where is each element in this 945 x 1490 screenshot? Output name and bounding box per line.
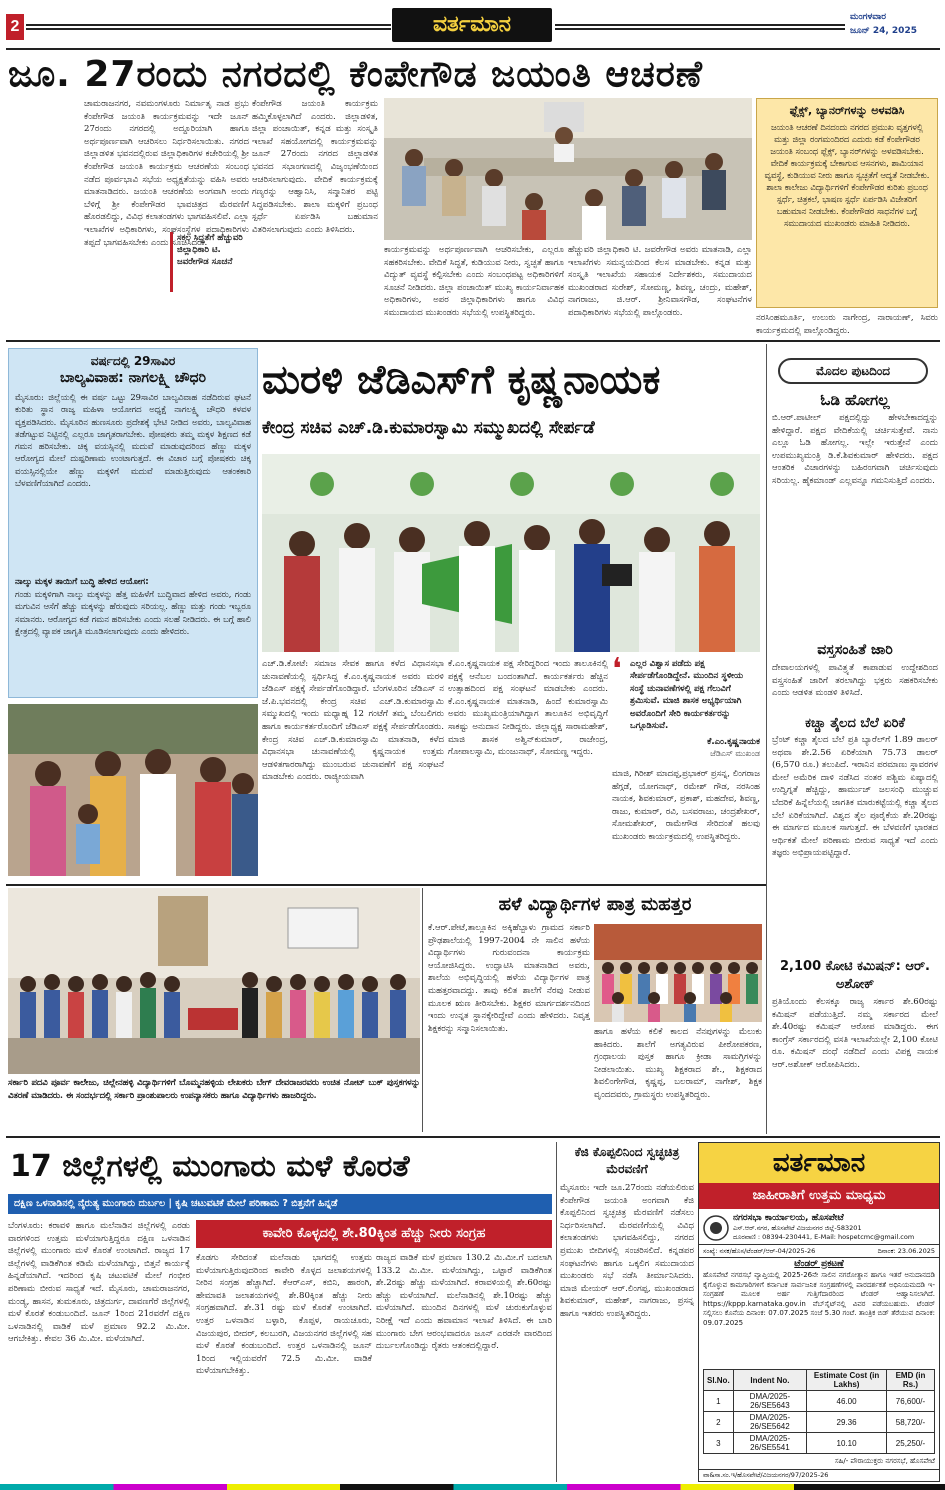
odi-hogalla-text: ಬಿ.ಆರ್.ಪಾಟೀಲ್ ಪಕ್ಷದಲ್ಲಿದ್ದು ಹೇಳಬೇಕಾದದ್ದನ್ನು ಹೇಳಿದ್ದಾರೆ. ಪಕ್ಷದ ವೇದಿಕೆಯಲ್ಲಿ ಚರ್ಚಿಸುತ್ತೇವೆ. ನಾನು ಎಲ್ಲೂ ಓಡಿ ಹೋಗಲ್ಲ. ಇಲ್ಲೇ ಇರುತ್ತೇನೆ ಎಂದು ಉಪಮುಖ್ಯಮಂತ್ರಿ ಡಿ.ಕೆ.ಶಿವಕುಮಾರ್ ಹೇಳಿದರು. ಪಕ್ಷದ ಆಂತರಿಕ ವಿಚಾರಗಳನ್ನು ಬಹಿರಂಗವಾಗಿ ಚರ್ಚಿಸುವುದು ಸರಿಯಲ್ಲ. ಹೈಕಮಾಂಡ್ ಎಲ್ಲವನ್ನೂ ಗಮನಿಸುತ್ತಿದೆ ಎಂದರು. <box>772 413 938 486</box>
table-cell: 46.00 <box>807 1391 887 1412</box>
table-cell: 76,600/- <box>886 1391 934 1412</box>
alumni-col1: ಕೆ.ಆರ್.ಪೇಟೆ,ತಾಲ್ಲೂಕಿನ ಅಕ್ಕಿಹೆಬ್ಬಾಳು ಗ್ರಾಮದ ಸರ್ಕಾರಿ ಪ್ರೌಢಶಾಲೆಯಲ್ಲಿ 1997-2004 ನೇ ಸಾಲಿನ ಹಳೆಯ ವಿದ್ಯಾರ್ಥಿಗಳು ಗುರುವಂದನಾ ಕಾರ್ಯಕ್ರಮ ಆಯೋಜಿಸಿದ್ದರು. ಉದ್ಘಾಟಿಸಿ ಮಾತನಾಡಿದ ಅವರು, ಶಾಲೆಯ ಅಭಿವೃದ್ಧಿಯಲ್ಲಿ ಹಳೆಯ ವಿದ್ಯಾರ್ಥಿಗಳ ಪಾತ್ರ ಮಹತ್ತರವಾದದ್ದು. ತಾವು ಕಲಿತ ಶಾಲೆಗೆ ನೆರವು ನೀಡುವ ಮೂಲಕ ಋಣ ತೀರಿಸಬೇಕು. ಶಿಕ್ಷಕರ ಮಾರ್ಗದರ್ಶನದಿಂದ ಇಂದು ಉನ್ನತ ಸ್ಥಾನಕ್ಕೇರಿದ್ದೇವೆ ಎಂದು ಹೇಳಿದರು. ನಿವೃತ್ತ ಶಿಕ್ಷಕರನ್ನು ಸನ್ಮಾನಿಸಲಾಯಿತು. <box>428 923 590 1034</box>
ad-contact: ದೂರವಾಣಿ : 08394-230441, E-Mail: hospetcmc@gmail.com <box>733 1233 915 1241</box>
ad-signoff: ಸಹಿ/- ಪೌರಾಯುಕ್ತರು ನಗರಸಭೆ, ಹೊಸಪೇಟೆ <box>834 1457 935 1465</box>
table-cell: 3 <box>704 1433 734 1454</box>
ad-ref-date: ದಿನಾಂಕ: 23.06.2025 <box>877 1247 935 1255</box>
commission-text: ಪ್ರತಿಯೊಂದು ಕೆಲಸಕ್ಕೂ ರಾಜ್ಯ ಸರ್ಕಾರ ಶೇ.60ರಷ್ಟು ಕಮಿಷನ್ ಪಡೆಯುತ್ತಿದೆ. ನಮ್ಮ ಸರ್ಕಾರದ ಮೇಲೆ ಶೇ.40ರಷ್ಟು ಕಮಿಷನ್ ಆರೋಪ ಮಾಡಿದ್ದರು. ಈಗ ಕಾಂಗ್ರೆಸ್ ಸರ್ಕಾರದಲ್ಲಿ ವಸತಿ ಇಲಾಖೆಯಲ್ಲೇ 2,100 ಕೋಟಿ ರೂ. ಕಮಿಷನ್ ದಂಧೆ ನಡೆದಿದೆ ಎಂದು ವಿಪಕ್ಷ ನಾಯಕ ಆರ್.ಅಶೋಕ್ ಆರೋಪಿಸಿದರು. <box>772 997 938 1070</box>
notebook-distribution-photo <box>8 888 420 1074</box>
tender-table-header <box>704 1370 935 1391</box>
table-cell: 2 <box>704 1412 734 1433</box>
table-cell: 1 <box>704 1391 734 1412</box>
section-rule-3 <box>6 1136 940 1138</box>
jds-col2: ಕೆ.ಎಂ.ಕೃಷ್ಣನಾಯಕ ಪಕ್ಷ ಸೇರಿದ್ದರಿಂದ ಇಂದು ತಾಲೂಕಿನಲ್ಲಿ ಪಕ್ಷಕ್ಕೆ ಆನೆಬಲ ಬಂದಂತಾಗಿದೆ. ಕಾರ್ಯಕರ್ತರು ಹೆಚ್ಚಿನ ಉತ್ಸಾಹದಿಂದ ಪಕ್ಷ ಸಂಘಟನೆ ಮಾಡಬೇಕು ಎಂದರು. ಕೆ.ಎಂ.ಕೃಷ್ಣನಾಯಕ ಮಾತನಾಡಿ, ಹಿಂದೆ ಕುಮಾರಸ್ವಾಮಿ ಅವರು ಮುಖ್ಯಮಂತ್ರಿಯಾಗಿದ್ದಾಗ ತಾಲೂಕಿನ ಅಭಿವೃದ್ಧಿಗೆ ಸಾಕಷ್ಟು ಅನುದಾನ ನೀಡಿದ್ದರು. ಜಿಲ್ಲಾಧ್ಯಕ್ಷ ಸಾರಾಮಹೇಶ್, ಮಾಜಿ ಶಾಸಕ ಅಶ್ವಿನ್‌ಕುಮಾರ್, ರಾಜೇಂದ್ರ, ಗೋಪಾಲಸ್ವಾಮಿ, ಮಂಜುನಾಥ್, ಸೋಮಣ್ಣ ಇದ್ದರು. <box>448 659 608 758</box>
section-rule-1 <box>6 340 940 342</box>
ad-notice-title: ಟೆಂಡರ್ ಪ್ರಕಟಣೆ <box>794 1259 844 1269</box>
table-cell: DMA/2025-26/SE5643 <box>733 1391 806 1412</box>
table-header-cell: Indent No. <box>733 1370 806 1391</box>
ad-notice-text: ಹೊಸಪೇಟೆ ನಗರಸಭೆ ವ್ಯಾಪ್ತಿಯಲ್ಲಿ 2025-26ನೇ ಸಾಲಿನ ನಗರೋತ್ಥಾನ ಹಾಗೂ ಇತರೆ ಅನುದಾನದಡಿ ಕೈಗೊಳ್ಳುವ ಕಾಮಗಾರಿಗಳಿಗೆ ಕರ್ನಾಟಕ ಸಾರ್ವಜನಿಕ ಸಂಗ್ರಹಣೆಗಳಲ್ಲಿ ಪಾರದರ್ಶಕತೆ ಅಧಿನಿಯಮದಡಿ ಇ-ಸಂಗ್ರಹಣೆ ಮೂಲಕ ಅರ್ಹ ಗುತ್ತಿಗೆದಾರರಿಂದ ಟೆಂಡರ್ ಆಹ್ವಾನಿಸಲಾಗಿದೆ. https://kppp.karnataka.gov.in ವೆಬ್‌ಸೈಟ್‌ನಲ್ಲಿ ವಿವರ ಪಡೆಯಬಹುದು. ಟೆಂಡರ್ ಸಲ್ಲಿಸಲು ಕೊನೆಯ ದಿನಾಂಕ: 07.07.2025 ಸಂಜೆ 5.30 ಗಂಟೆ. ತಾಂತ್ರಿಕ ಬಿಡ್ ತೆರೆಯುವ ದಿನಾಂಕ: 09.07.2025 <box>703 1271 935 1327</box>
alumni-headline: ಹಳೆ ವಿದ್ಯಾರ್ಥಿಗಳ ಪಾತ್ರ ಮಹತ್ತರ <box>498 894 692 915</box>
header-date-block <box>850 10 940 38</box>
table-cell: 58,720/- <box>886 1412 934 1433</box>
alumni-col2: ಹಾಗೂ ಹಳೆಯ ಕಲಿಕೆ ಕಾಲದ ನೆನಪುಗಳನ್ನು ಮೆಲುಕು ಹಾಕಿದರು. ಶಾಲೆಗೆ ಅಗತ್ಯವಿರುವ ಪೀಠೋಪಕರಣ, ಗ್ರಂಥಾಲಯ ಪುಸ್ತಕ ಹಾಗೂ ಕ್ರೀಡಾ ಸಾಮಗ್ರಿಗಳನ್ನು ನೀಡಲಾಯಿತು. ಮುಖ್ಯ ಶಿಕ್ಷಕರಾದ ಶೇ., ಶಿಕ್ಷಕರಾದ ಶಿವಲಿಂಗೇಗೌಡ, ಕೃಷ್ಣಪ್ಪ, ಬಲರಾಮ್, ನಾಗೇಶ್, ಶಿಕ್ಷಕ ವೃಂದದವರು, ಗ್ರಾಮಸ್ಥರು ಉಪಸ್ಥಿತರಿದ್ದರು. <box>594 1027 762 1100</box>
table-row <box>704 1412 935 1433</box>
jds-headline: ಮರಳಿ ಜೆಡಿಎಸ್‌ಗೆ ಕೃಷ್ಣನಾಯಕ <box>262 357 661 403</box>
childmarriage-kicker: ವರ್ಷದಲ್ಲಿ 29ಸಾವಿರ <box>90 354 176 368</box>
monsoon-col3: ರಾಜ್ಯದ ವಾಡಿಕೆ ಮಳೆ ಪ್ರಮಾಣ 130.2 ಮಿ.ಮೀ.ಗೆ ಬದಲಾಗಿ 133.2 ಮಿ.ಮೀ. ಮಳೆಯಾಗಿದ್ದು, ಒಟ್ಟಾರೆ ವಾಡಿಕೆಗಿಂತ ಶೇ.2ರಷ್ಟು ಹೆಚ್ಚು ಮಳೆಯಾಗಿದೆ. ಕರಾವಳಿಯಲ್ಲಿ ಶೇ.60ರಷ್ಟು ಹೆಚ್ಚು ಮಳೆಯಾಗಿದೆ. ಮಲೆನಾಡಿನಲ್ಲಿ ಶೇ.10ರಷ್ಟು ಹೆಚ್ಚು ಮಳೆಯಾಗಿದೆ. ಮುಂದಿನ ದಿನಗಳಲ್ಲಿ ಮಳೆ ಚುರುಕುಗೊಳ್ಳುವ ನಿರೀಕ್ಷೆ ಇದೆ ಎಂದು ಹವಾಮಾನ ಇಲಾಖೆ ತಿಳಿಸಿದೆ. ಈ ಬಾರಿ ಮುಂಗಾರು ಬೇಗ ಆರಂಭವಾದರೂ ಜೂನ್ ಎರಡನೇ ವಾರದಿಂದ ದುರ್ಬಲಗೊಂಡಿದ್ದು ರೈತರು ಆತಂಕದಲ್ಲಿದ್ದಾರೆ. <box>376 1253 552 1352</box>
table-cell: 25,250/- <box>886 1433 934 1454</box>
monsoon-col1: ಬೆಂಗಳೂರು: ಕರಾವಳಿ ಹಾಗೂ ಮಲೆನಾಡಿನ ಜಿಲ್ಲೆಗಳಲ್ಲಿ ಎರಡು ವಾರಗಳಿಂದ ಉತ್ತಮ ಮಳೆಯಾಗುತ್ತಿದ್ದರೂ ದಕ್ಷಿಣ ಒಳನಾಡಿನ ಜಿಲ್ಲೆಗಳಲ್ಲಿ ಮುಂಗಾರು ಮಳೆ ಕೊರತೆ ಉಂಟಾಗಿದೆ. ರಾಜ್ಯದ 17 ಜಿಲ್ಲೆಗಳಲ್ಲಿ ವಾಡಿಕೆಗಿಂತ ಕಡಿಮೆ ಮಳೆಯಾಗಿದ್ದು, ಬಿತ್ತನೆ ಕಾರ್ಯಕ್ಕೆ ಹಿನ್ನಡೆಯಾಗಿದೆ. ಇದರಿಂದ ಕೃಷಿ ಚಟುವಟಿಕೆ ಮೇಲೆ ಗಂಭೀರ ಪರಿಣಾಮ ಬೀರುವ ಸಾಧ್ಯತೆ ಇದೆ. ಮೈಸೂರು, ಚಾಮರಾಜನಗರ, ಮಂಡ್ಯ, ಹಾಸನ, ತುಮಕೂರು, ಚಿತ್ರದುರ್ಗ, ದಾವಣಗೆರೆ ಜಿಲ್ಲೆಗಳಲ್ಲಿ ಮಳೆ ಕೊರತೆ ಕಂಡುಬಂದಿದೆ. ಜೂನ್ 1ರಿಂದ 21ರವರೆಗೆ ದಕ್ಷಿಣ ಒಳನಾಡಿನಲ್ಲಿ ವಾಡಿಕೆ ಮಳೆ ಪ್ರಮಾಣ 92.2 ಮಿ.ಮೀ. ಆಗಬೇಕಿತ್ತು. ಕೇವಲ 36 ಮಿ.ಮೀ. ಮಳೆಯಾಗಿದೆ. <box>8 1221 190 1345</box>
flex-banner-sidebar <box>756 98 938 308</box>
tender-table <box>703 1369 935 1454</box>
ad-footer: ವಾ&ಸಾ.ಸಂ.ಇ/ಹೊಸಪೇಟೆ/ವಿಜಯನಗರ/97/2025-26 <box>699 1469 939 1481</box>
kempegowda-col4: ಹೆಚ್ಚುವರಿ ಜಿಲ್ಲಾಧಿಕಾರಿ ಟಿ. ಜವರೇಗೌಡ ಅವರು ಮಾತನಾಡಿ, ಎಲ್ಲಾ ಇಲಾಖೆಗಳು ಸಮನ್ವಯದಿಂದ ಕೆಲಸ ಮಾಡಬೇಕು. ಕನ್ನಡ ಮತ್ತು ಸಂಸ್ಕೃತಿ ಇಲಾಖೆಯ ಸಹಾಯಕ ನಿರ್ದೇಶಕರು, ಸಮುದಾಯದ ಮುಖಂಡರಾದ ಸುರೇಶ್, ಸೋಮಣ್ಣ, ಶಿವಣ್ಣ, ಚಂದ್ರು, ಮಹೇಶ್, ನಾಗರಾಜು, ಜಿ.ಆರ್. ಶ್ರೀನಿವಾಸಗೌಡ, ಸಂಘಟನೆಗಳ ಪದಾಧಿಕಾರಿಗಳು ಸಭೆಯಲ್ಲಿ ಪಾಲ್ಗೊಂಡರು. <box>568 245 752 318</box>
right-column-rule <box>766 344 767 1134</box>
ad-tagline: ಜಾಹೀರಾತಿಗೆ ಉತ್ತಮ ಮಾಧ್ಯಮ <box>699 1183 939 1209</box>
jds-quote-author: ಕೆ.ಎಂ.ಕೃಷ್ಣನಾಯಕ <box>707 737 760 747</box>
kempegowda-col2: ಕೆಂಪೇಗೌಡ ಜಯಂತಿ ಕಾರ್ಯಕ್ರಮ ಹಮ್ಮಿಕೊಳ್ಳಲಾಗಿದೆ ಎಂದರು. ಜಿಲ್ಲಾಡಳಿತ, ಜಿಲ್ಲಾ ಪಂಚಾಯಿತ್, ಕನ್ನಡ ಮತ್ತು ಸಂಸ್ಕೃತಿ ಇಲಾಖೆ ಸಹಯೋಗದಲ್ಲಿ ಕಾರ್ಯಕ್ರಮವನ್ನು ಜೂನ್ 27ರಂದು ನಗರದ ಜಿಲ್ಲಾಡಳಿತ ಭವನದ ಸಭಾಂಗಣದಲ್ಲಿ ವಿಜೃಂಭಣೆಯಿಂದ ಆಚರಿಸಲಾಗುವುದು. ವೇದಿಕೆ ಕಾರ್ಯಕ್ರಮಕ್ಕೆ ಗಣ್ಯರನ್ನು ಆಹ್ವಾನಿಸಿ, ಸನ್ಮಾನಿತರ ಪಟ್ಟಿ ಸಿದ್ಧಪಡಿಸಬೇಕು. ಶಾಲಾ ಮಕ್ಕಳಿಗೆ ಪ್ರಬಂಧ ಸ್ಪರ್ಧೆ ಏರ್ಪಡಿಸಿ ಬಹುಮಾನ ವಿತರಿಸಲಾಗುವುದು ಎಂದು ತಿಳಿಸಿದರು. <box>252 99 378 235</box>
childmarriage-body2: ಗಂಡು ಮಕ್ಕಳಿಗಾಗಿ ನಾಲ್ಕು ಮಕ್ಕಳನ್ನು ಹೆತ್ತ ಮಹಿಳೆಗೆ ಬುದ್ಧಿವಾದ ಹೇಳಿದ ಅವರು, ಗಂಡು ಮಗುವಿನ ಆಸೆಗೆ ಹೆಚ್ಚು ಮಕ್ಕಳನ್ನು ಹೆರುವುದು ಸರಿಯಲ್ಲ. ಹೆಣ್ಣು ಮತ್ತು ಗಂಡು ಇಬ್ಬರೂ ಸಮಾನರು. ಆರೋಗ್ಯದ ಕಡೆ ಗಮನ ಹರಿಸಬೇಕು ಎಂದು ಸಲಹೆ ನೀಡಿದರು. ಈ ಬಗ್ಗೆ ಹಾಲಿ ಕ್ಷೇತ್ರದಲ್ಲಿ ವ್ಯಾಪಕ ಜಾಗೃತಿ ಮೂಡಿಸಲಾಗುವುದು ಎಂದು ಹೇಳಿದರು. <box>15 589 251 636</box>
govt-emblem-icon <box>703 1215 729 1241</box>
alumni-group-photo <box>594 924 762 1022</box>
kempegowda-col3: ಕಾರ್ಯಕ್ರಮವನ್ನು ಅರ್ಥಪೂರ್ಣವಾಗಿ ಆಚರಿಸಬೇಕು, ಎಲ್ಲರೂ ಸಹಕರಿಸಬೇಕು. ವೇದಿಕೆ ಸಿದ್ಧತೆ, ಕುಡಿಯುವ ನೀರು, ಸ್ವಚ್ಛತೆ ಹಾಗೂ ವಿದ್ಯುತ್ ವ್ಯವಸ್ಥೆ ಕಲ್ಪಿಸಬೇಕು ಎಂದು ಸಂಬಂಧಪಟ್ಟ ಅಧಿಕಾರಿಗಳಿಗೆ ಸೂಚನೆ ನೀಡಿದರು. ಜಿಲ್ಲಾ ಪಂಚಾಯಿತ್ ಮುಖ್ಯ ಕಾರ್ಯನಿರ್ವಾಹಕ ಅಧಿಕಾರಿಗಳು, ಅಪರ ಜಿಲ್ಲಾಧಿಕಾರಿಗಳು ಹಾಗೂ ವಿವಿಧ ಸಮುದಾಯದ ಮುಖಂಡರು ಸಭೆಯಲ್ಲಿ ಉಪಸ್ಥಿತರಿದ್ದರು. <box>384 245 564 318</box>
header-bottom-rule <box>6 48 940 50</box>
alumni-column-rule <box>422 888 423 1132</box>
ad-address: ಎಸ್.ಆರ್.ನಗರ, ಹೊಸಪೇಟೆ ವಿಜಯನಗರ ಜಿಲ್ಲೆ-583201 <box>733 1224 862 1232</box>
table-header-cell: EMD (in Rs.) <box>886 1370 934 1391</box>
childmarriage-box <box>8 348 258 698</box>
jds-col1: ಎಚ್.ಡಿ.ಕೋಟೆ: ಸಮಾಜ ಸೇವಕ ಹಾಗೂ ಕಳೆದ ವಿಧಾನಸಭಾ ಚುನಾವಣೆಯಲ್ಲಿ ಸ್ಪರ್ಧಿಸಿದ್ದ ಕೆ.ಎಂ.ಕೃಷ್ಣನಾಯಕ ಅವರು ಮರಳಿ ಜೆಡಿಎಸ್ ಪಕ್ಷಕ್ಕೆ ಸೇರ್ಪಡೆಗೊಂಡಿದ್ದಾರೆ. ಬೆಂಗಳೂರಿನ ಜೆಡಿಎಸ್ ನ ಜೆ.ಪಿ.ಭವನದಲ್ಲಿ ಕೇಂದ್ರ ಸಚಿವ ಎಚ್.ಡಿ.ಕುಮಾರಸ್ವಾಮಿ ಸಮ್ಮುಖದಲ್ಲಿ ಇಂದು ಮಧ್ಯಾಹ್ನ 12 ಗಂಟೆಗೆ ತಮ್ಮ ಬೆಂಬಲಿಗರು ಹಾಗೂ ಕಾರ್ಯಕರ್ತರೊಂದಿಗೆ ಜೆಡಿಎಸ್ ಪಕ್ಷಕ್ಕೆ ಸೇರ್ಪಡೆಗೊಂಡರು. ಕೇಂದ್ರ ಸಚಿವ ಎಚ್.ಡಿ.ಕುಮಾರಸ್ವಾಮಿ ಮಾತನಾಡಿ, ಕಳೆದ ವಿಧಾನಸಭಾ ಚುನಾವಣೆಯಲ್ಲಿ ಕೃಷ್ಣನಾಯಕ ಉತ್ತಮ ಆಡಳಿತಗಾರರಾಗಿದ್ದು ಮುಂಬರುವ ಚುನಾವಣೆಗೆ ಪಕ್ಷ ಸಂಘಟನೆ ಮಾಡಬೇಕು ಎಂದರು. ರಾಜ್ಯೀಯವಾಗಿ <box>262 659 444 783</box>
masthead-logo: ವರ್ತಮಾನ <box>392 8 552 42</box>
childmarriage-subhead: ನಾಲ್ಕು ಮಕ್ಕಳ ತಾಯಿಗೆ ಬುದ್ಧಿ ಹೇಳಿದ ಆಯೋಗ: <box>15 577 149 587</box>
kempegowda-col1: ಚಾಮರಾಜನಗರ, ನವಮಂಗಳೂರು ನಿರ್ಮಾತೃ ನಾಡ ಪ್ರಭು ಕೆಂಪೇಗೌಡ ಜಯಂತಿ ಕಾರ್ಯಕ್ರಮವನ್ನು ಇದೇ ಜೂನ್ 27ರಂದು ನಗರದಲ್ಲಿ ಅದ್ದೂರಿಯಾಗಿ ಹಾಗೂ ಅರ್ಥಪೂರ್ಣವಾಗಿ ಆಚರಿಸಲು ನಿರ್ಧರಿಸಲಾಯಿತು. ನಗರದ ಜಿಲ್ಲಾಡಳಿತ ಭವನದಲ್ಲಿರುವ ಜಿಲ್ಲಾಧಿಕಾರಿಗಳ ಕಚೇರಿಯಲ್ಲಿ ಶ್ರೀ ಕೆಂಪೇಗೌಡ ಜಯಂತಿ ಕಾರ್ಯಕ್ರಮ ಆಚರಣೆಯ ಸಂಬಂಧ ನಡೆದ ಪೂರ್ವಭಾವಿ ಸಭೆಯ ಅಧ್ಯಕ್ಷತೆಯನ್ನು ವಹಿಸಿ ಅವರು ಮಾತನಾಡಿದರು. ಜಯಂತಿ ಆಚರಣೆಯ ಅಂಗವಾಗಿ ಅಂದು ಬೆಳಿಗ್ಗೆ ಶ್ರೀ ಕೆಂಪೇಗೌಡರ ಭಾವಚಿತ್ರದ ಮೆರವಣಿಗೆ ಹೊರಡಲಿದ್ದು, ವಿವಿಧ ಕಲಾತಂಡಗಳು ಭಾಗವಹಿಸಲಿವೆ. ಎಲ್ಲಾ ಇಲಾಖೆಗಳ ಅಧಿಕಾರಿಗಳು, ಸಂಘಸಂಸ್ಥೆಗಳ ಪದಾಧಿಕಾರಿಗಳು ತಪ್ಪದೆ ಭಾಗವಹಿಸಬೇಕು ಎಂದು ಸೂಚಿಸಿದರು. <box>84 99 249 248</box>
header-rule-right <box>555 24 845 30</box>
dress-code-title: ವಸ್ತಸಂಹಿತೆ ಜಾರಿ <box>817 642 893 658</box>
table-row <box>704 1433 935 1454</box>
table-cell: 10.10 <box>807 1433 887 1454</box>
table-header-cell: Estimate Cost (in Lakhs) <box>807 1370 887 1391</box>
koppal-column-rule <box>556 1142 557 1482</box>
crude-oil-title: ಕಚ್ಚಾ ತೈಲದ ಬೆಲೆ ಏರಿಕೆ <box>805 716 905 731</box>
crude-oil-text: ಬ್ರೆಂಟ್ ಕಚ್ಚಾ ತೈಲದ ಬೆಲೆ ಪ್ರತಿ ಬ್ಯಾರೆಲ್‌ಗೆ 1.89 ಡಾಲರ್ ಅಥವಾ ಶೇ.2.56 ಏರಿಕೆಯಾಗಿ 75.73 ಡಾಲರ್ (6,570 ರೂ.) ತಲುಪಿದೆ. ಇರಾನಿನ ಪರಮಾಣು ಸ್ಥಾವರಗಳ ಮೇಲೆ ಅಮೆರಿಕ ದಾಳಿ ನಡೆಸಿದ ನಂತರ ಪಶ್ಚಿಮ ಏಷ್ಯಾದಲ್ಲಿ ಉದ್ವಿಗ್ನತೆ ಹೆಚ್ಚಿದ್ದು, ಹಾರ್ಮುಜ್ ಜಲಸಂಧಿ ಮುಚ್ಚುವ ಬೆದರಿಕೆ ಹಿನ್ನೆಲೆಯಲ್ಲಿ ಜಾಗತಿಕ ಮಾರುಕಟ್ಟೆಯಲ್ಲಿ ಕಚ್ಚಾ ತೈಲದ ಬೆಲೆ ಏರಿಕೆಯಾಗಿದೆ. ವಿಶ್ವದ ತೈಲ ಪೂರೈಕೆಯ ಶೇ.20ರಷ್ಟು ಈ ಮಾರ್ಗದ ಮೂಲಕ ಸಾಗುತ್ತದೆ. ಈ ಬೆಳವಣಿಗೆ ಭಾರತದ ಆರ್ಥಿಕತೆ ಮೇಲೆ ಪರಿಣಾಮ ಬೀರುವ ಸಾಧ್ಯತೆ ಇದೆ ಎಂದು ತಜ್ಞರು ಅಭಿಪ್ರಾಯಪಟ್ಟಿದ್ದಾರೆ. <box>772 735 938 859</box>
jds-induction-photo <box>262 454 760 652</box>
meeting-photo <box>384 98 752 240</box>
jds-subheadline: ಕೇಂದ್ರ ಸಚಿವ ಎಚ್.ಡಿ.ಕುಮಾರಸ್ವಾಮಿ ಸಮ್ಮುಖದಲ್ಲಿ ಸೇರ್ಪಡೆ <box>262 418 595 438</box>
childmarriage-headline: ಬಾಲ್ಯವಿವಾಹ: ನಾಗಲಕ್ಷ್ಮಿ ಚೌಧರಿ <box>60 370 206 386</box>
page-number: 2 <box>6 14 24 40</box>
ad-masthead: ವರ್ತಮಾನ <box>699 1143 939 1183</box>
section-rule-2 <box>6 884 766 886</box>
notebook-photo-caption: ಸರ್ಕಾರಿ ಪದವಿ ಪೂರ್ವ ಕಾಲೇಜು, ಚಿಲ್ಲೇನಹಳ್ಳಿ ವಿದ್ಯಾರ್ಥಿಗಳಿಗೆ ಬೊಮ್ಮನಹಳ್ಳಿಯ ಲೇಖಕರು ಬೇಗ್ ದೇವರಾಜರವರು ಉಚಿತ ನೋಟ್ ಬುಕ್ ಪುಸ್ತಕಗಳನ್ನು ವಿತರಣೆ ಮಾಡಿದರು. ಈ ಸಂದರ್ಭದಲ್ಲಿ ಸರ್ಕಾರಿ ಪ್ರಾಂಶುಪಾಲರು ಉಪನ್ಯಾಸಕರು ಹಾಗೂ ವಿದ್ಯಾರ್ಥಿಗಳು ಹಾಜರಿದ್ದರು. <box>8 1077 420 1100</box>
jds-col3: ಮಾಜಿ, ಗಿರೀಶ್ ಮಾದಪ್ಪ,ಪ್ರಭಾಕರ್ ಪ್ರಸನ್ನ, ಲಿಂಗರಾಜ ಹೆಗ್ಗಡೆ, ಯೋಗನಾಥ್, ರಮೇಶ್ ಗೌಡ, ನರಸಿಂಹ ನಾಯಕ, ಶಿವಕುಮಾರ್, ಪ್ರಕಾಶ್, ಮಹದೇವ, ಶಿವಣ್ಣ, ರಾಜು, ಕುಮಾರ್, ರವಿ, ಬಸವರಾಜು, ಚಂದ್ರಶೇಖರ್, ಸೋಮಶೇಖರ್, ರಾಮೇಗೌಡ ಸೇರಿದಂತೆ ಹಲವು ಮುಖಂಡರು ಕಾರ್ಯಕ್ರಮದಲ್ಲಿ ಉಪಸ್ಥಿತರಿದ್ದರು. <box>612 769 760 842</box>
table-row <box>704 1391 935 1412</box>
sidebar-text: ಜಯಂತಿ ಆಚರಣೆ ದಿನದಂದು ನಗರದ ಪ್ರಮುಖ ವೃತ್ತಗಳಲ್ಲಿ ಮತ್ತು ಜಿಲ್ಲಾ ರಂಗಮಂದಿರದ ಎದುರು ಕಡೆ ಕೆಂಪೇಗೌಡರ ಜಯಂತಿ ಸಂಬಂಧ ಫ್ಲೆಕ್ಸ್, ಬ್ಯಾನರ್‌ಗಳನ್ನು ಅಳವಡಿಸಬೇಕು. ವೇದಿಕೆ ಕಾರ್ಯಕ್ರಮಕ್ಕೆ ಬೇಕಾಗುವ ಆಸನಗಳು, ಶಾಮಿಯಾನ ವ್ಯವಸ್ಥೆ, ಕುಡಿಯುವ ನೀರು ಹಾಗೂ ಸ್ವಚ್ಛತೆಗೆ ಆದ್ಯತೆ ನೀಡಬೇಕು. ಶಾಲಾ ಕಾಲೇಜು ವಿದ್ಯಾರ್ಥಿಗಳಿಗೆ ಕೆಂಪೇಗೌಡರ ಕುರಿತು ಪ್ರಬಂಧ ಸ್ಪರ್ಧೆ, ಚಿತ್ರಕಲೆ, ಭಾಷಣ ಸ್ಪರ್ಧೆ ಏರ್ಪಡಿಸಿ ವಿಜೇತರಿಗೆ ಬಹುಮಾನ ನೀಡಬೇಕು. ಕೆಂಪೇಗೌಡರ ಸಾಧನೆಗಳ ಬಗ್ಗೆ ಸಮುದಾಯದ ಮುಖಂಡರು ಮಾಹಿತಿ ನೀಡಿದರು. <box>764 122 930 228</box>
kempegowda-headline: ಜೂ. 27ರಂದು ನಗರದಲ್ಲಿ ಕೆಂಪೇಗೌಡ ಜಯಂತಿ ಆಚರಣೆ <box>8 54 703 95</box>
header-weekday: ಮಂಗಳವಾರ <box>850 12 887 22</box>
table-cell: 29.36 <box>807 1412 887 1433</box>
kempegowda-col5: ನರಸಿಂಹಮೂರ್ತಿ, ಉಲುರು ನಾಗೇಂದ್ರ, ನಾರಾಯಣ್, ಸಿವರು ಕಾರ್ಯಕ್ರಮದಲ್ಲಿ ಪಾಲ್ಗೊಂಡಿದ್ದರು. <box>756 313 938 336</box>
monsoon-col2: ಕೊಡಗು ಸೇರಿದಂತೆ ಮಲೆನಾಡು ಭಾಗದಲ್ಲಿ ಉತ್ತಮ ಮಳೆಯಾಗುತ್ತಿರುವುದರಿಂದ ಕಾವೇರಿ ಕೊಳ್ಳದ ಜಲಾಶಯಗಳಲ್ಲಿ ನೀರಿನ ಸಂಗ್ರಹ ಹೆಚ್ಚಾಗಿದೆ. ಕೆಆರ್‌ಎಸ್, ಕಬಿನಿ, ಹಾರಂಗಿ, ಹೇಮಾವತಿ ಜಲಾಶಯಗಳಲ್ಲಿ ಶೇ.80ಕ್ಕಿಂತ ಹೆಚ್ಚು ನೀರು ಸಂಗ್ರಹವಾಗಿದೆ. ಶೇ.31 ರಷ್ಟು ಮಳೆ ಕೊರತೆ ಉಂಟಾಗಿದೆ. ಉತ್ತರ ಒಳನಾಡಿನ ಬಳ್ಳಾರಿ, ಕೊಪ್ಪಳ, ರಾಯಚೂರು, ವಿಜಯಪುರ, ಬೀದರ್, ಕಲಬುರಗಿ, ವಿಜಯನಗರ ಜಿಲ್ಲೆಗಳಲ್ಲಿ ಸಹ ಮಳೆ ಕೊರತೆ ಕಂಡುಬಂದಿದೆ. ಉತ್ತರ ಒಳನಾಡಿನಲ್ಲಿ ಜೂನ್ 1ರಿಂದ ಇಲ್ಲಿಯವರೆಗೆ 72.5 ಮಿ.ಮೀ. ವಾಡಿಕೆ ಮಳೆಯಾಗಬೇಕಿತ್ತು. <box>196 1253 372 1377</box>
table-cell: DMA/2025-26/SE5541 <box>733 1433 806 1454</box>
dress-code-text: ದೇವಾಲಯಗಳಲ್ಲಿ ಪಾವಿತ್ರ್ಯತೆ ಕಾಪಾಡುವ ಉದ್ದೇಶದಿಂದ ವಸ್ತ್ರಸಂಹಿತೆ ಜಾರಿಗೆ ತರಲಾಗಿದ್ದು ಭಕ್ತರು ಸಹಕರಿಸಬೇಕು ಎಂದು ಆಡಳಿತ ಮಂಡಳಿ ತಿಳಿಸಿದೆ. <box>772 663 938 699</box>
header-date: ಜೂನ್ 24, 2025 <box>850 26 917 36</box>
childmarriage-body: ಮೈಸೂರು: ಜಿಲ್ಲೆಯಲ್ಲಿ ಈ ವರ್ಷ ಒಟ್ಟು 29ಸಾವಿರ ಬಾಲ್ಯವಿವಾಹ ನಡೆದಿರುವ ಘಟನೆ ಕುರಿತು ಸ್ಥಾನ ರಾಜ್ಯ ಮಹಿಳಾ ಆಯೋಗದ ಅಧ್ಯಕ್ಷೆ ನಾಗಲಕ್ಷ್ಮಿ ಚೌಧರಿ ಕಳವಳ ವ್ಯಕ್ತಪಡಿಸಿದರು. ಮೈಸೂರಿನ ಹುಣಸೂರು ಪ್ರದೇಶಕ್ಕೆ ಭೇಟಿ ನೀಡಿದ ಅವರು, ಬಾಲ್ಯವಿವಾಹ ತಡೆಗಟ್ಟುವ ನಿಟ್ಟಿನಲ್ಲಿ ಎಲ್ಲರೂ ಜಾಗೃತರಾಗಬೇಕು. ಪೋಷಕರು ತಮ್ಮ ಮಕ್ಕಳ ಶಿಕ್ಷಣದ ಕಡೆ ಗಮನ ಹರಿಸಬೇಕು. ಚಿಕ್ಕ ವಯಸ್ಸಿನಲ್ಲಿ ಮದುವೆ ಮಾಡುವುದರಿಂದ ಹೆಣ್ಣು ಮಕ್ಕಳ ಆರೋಗ್ಯದ ಮೇಲೆ ದುಷ್ಪರಿಣಾಮ ಉಂಟಾಗುತ್ತದೆ. ಈ ವಿಚಾರ ಬಗ್ಗೆ ಪೋಷಕರು ಚಿಕ್ಕ ವಯಸ್ಸಿನಲ್ಲಿಯೇ ಹೆಣ್ಣು ಮಕ್ಕಳಿಗೆ ಮದುವೆ ಮಾಡುತ್ತಿರುವುದು ಆತಂಕಕಾರಿ ಬೆಳವಣಿಗೆಯಾಗಿದೆ ಎಂದರು. <box>15 392 251 489</box>
jds-quote-box <box>612 652 760 764</box>
kempegowda-pullquote: ಸಕಲ ಸಿದ್ಧತೆಗೆ ಹೆಚ್ಚುವರಿ ಜಿಲ್ಲಾಧಿಕಾರಿ ಟಿ. ಜವರೇಗೌಡ ಸೂಚನೆ <box>170 232 250 292</box>
first-page-banner: ಮೊದಲ ಪುಟದಿಂದ <box>778 358 928 384</box>
childmarriage-photo <box>8 704 258 876</box>
table-cell: DMA/2025-26/SE5642 <box>733 1412 806 1433</box>
jds-quote-text: ಎಲ್ಲರ ವಿಶ್ವಾಸ ಪಡೆದು ಪಕ್ಷ ಸೇರ್ಪಡೆಗೊಂಡಿದ್ದೇನೆ. ಮುಂದಿನ ಸ್ಥಳೀಯ ಸಂಸ್ಥೆ ಚುನಾವಣೆಗಳಲ್ಲಿ ಪಕ್ಷ ಗೆಲುವಿಗೆ ಶ್ರಮಿಸುವೆ. ಮಾಜಿ ಶಾಸಕ ಅಭ್ಯರ್ಥಿಯಾಗಿ ಅವರೊಂದಿಗೆ ಸೇರಿ ಕಾರ್ಯಕರ್ತರನ್ನು ಒಗ್ಗೂಡಿಸುವೆ. <box>630 659 744 732</box>
print-color-bar <box>0 1484 945 1490</box>
tender-advertisement <box>698 1142 940 1482</box>
table-header-cell: Sl.No. <box>704 1370 734 1391</box>
odi-hogalla-title: ಓಡಿ ಹೋಗಲ್ಲ <box>820 391 890 409</box>
ad-ref-number: ಸಂಖ್ಯೆ: ನಸಕ/ಹೊಸ/ಟೆಂಡರ್/ಆರ್-04/2025-26 <box>703 1247 816 1255</box>
monsoon-strap: ದಕ್ಷಿಣ ಒಳನಾಡಿನಲ್ಲಿ ನೈರುತ್ಯ ಮುಂಗಾರು ದುರ್ಬಲ | ಕೃಷಿ ಚಟುವಟಿಕೆ ಮೇಲೆ ಪರಿಣಾಮ ? ಬಿತ್ತನೆಗೆ ಹಿನ್ನಡೆ <box>8 1194 552 1214</box>
monsoon-headline: 17 ಜಿಲ್ಲೆಗಳಲ್ಲಿ ಮುಂಗಾರು ಮಳೆ ಕೊರತೆ <box>10 1149 410 1184</box>
jds-quote-role: ಜೆಡಿಎಸ್ ಮುಖಂಡ <box>710 749 760 758</box>
koppal-text: ಮೈಸೂರು: ಇದೇ ಜೂ.27ರಂದು ನಡೆಯಲಿರುವ ಕೆಂಪೇಗೌಡ ಜಯಂತಿ ಅಂಗವಾಗಿ ಕೆಜಿ ಕೊಪ್ಪಲಿನಿಂದ ಸ್ವಚ್ಛಚಿತ್ರ ಮೆರವಣಿಗೆ ನಡೆಸಲು ನಿರ್ಧರಿಸಲಾಗಿದೆ. ಮೆರವಣಿಗೆಯಲ್ಲಿ ವಿವಿಧ ಕಲಾತಂಡಗಳು ಭಾಗವಹಿಸಲಿದ್ದು, ನಗರದ ಪ್ರಮುಖ ಬೀದಿಗಳಲ್ಲಿ ಸಂಚರಿಸಲಿದೆ. ಕನ್ನಡಪರ ಸಂಘಟನೆಗಳು ಹಾಗೂ ಒಕ್ಕಲಿಗ ಸಮುದಾಯದ ಮುಖಂಡರು ಸಭೆ ನಡೆಸಿ ತೀರ್ಮಾನಿಸಿದರು. ಮಾಜಿ ಮೇಯರ್ ಆರ್.ಲಿಂಗಪ್ಪ, ಮುಖಂಡರಾದ ಶಿವಕುಮಾರ್, ಮಹೇಶ್, ನಾಗರಾಜು, ಪ್ರಸನ್ನ ಹಾಗೂ ಇತರರು ಉಪಸ್ಥಿತರಿದ್ದರು. <box>560 1183 694 1319</box>
monsoon-inner-headline: ಕಾವೇರಿ ಕೊಳ್ಳದಲ್ಲಿ ಶೇ.80ಕ್ಕಿಂತ ಹೆಚ್ಚು ನೀರು ಸಂಗ್ರಹ <box>196 1220 552 1248</box>
quote-mark-icon: ❛ <box>612 652 622 687</box>
commission-title: 2,100 ಕೋಟಿ ಕಮಿಷನ್: ಆರ್. ಅಶೋಕ್ <box>780 959 930 992</box>
koppal-headline: ಕೆಜಿ ಕೊಪ್ಪಲಿನಿಂದ ಸ್ವಚ್ಛಚಿತ್ರ ಮೆರವಣಿಗೆ <box>574 1145 680 1176</box>
header-rule-left <box>26 24 391 30</box>
ad-office: ನಗರಸಭಾ ಕಾರ್ಯಾಲಯ, ಹೊಸಪೇಟೆ <box>733 1213 844 1223</box>
sidebar-title: ಫ್ಲೆಕ್ಸ್, ಬ್ಯಾನರ್‌ಗಳನ್ನು ಅಳವಡಿಸಿ <box>789 104 905 117</box>
